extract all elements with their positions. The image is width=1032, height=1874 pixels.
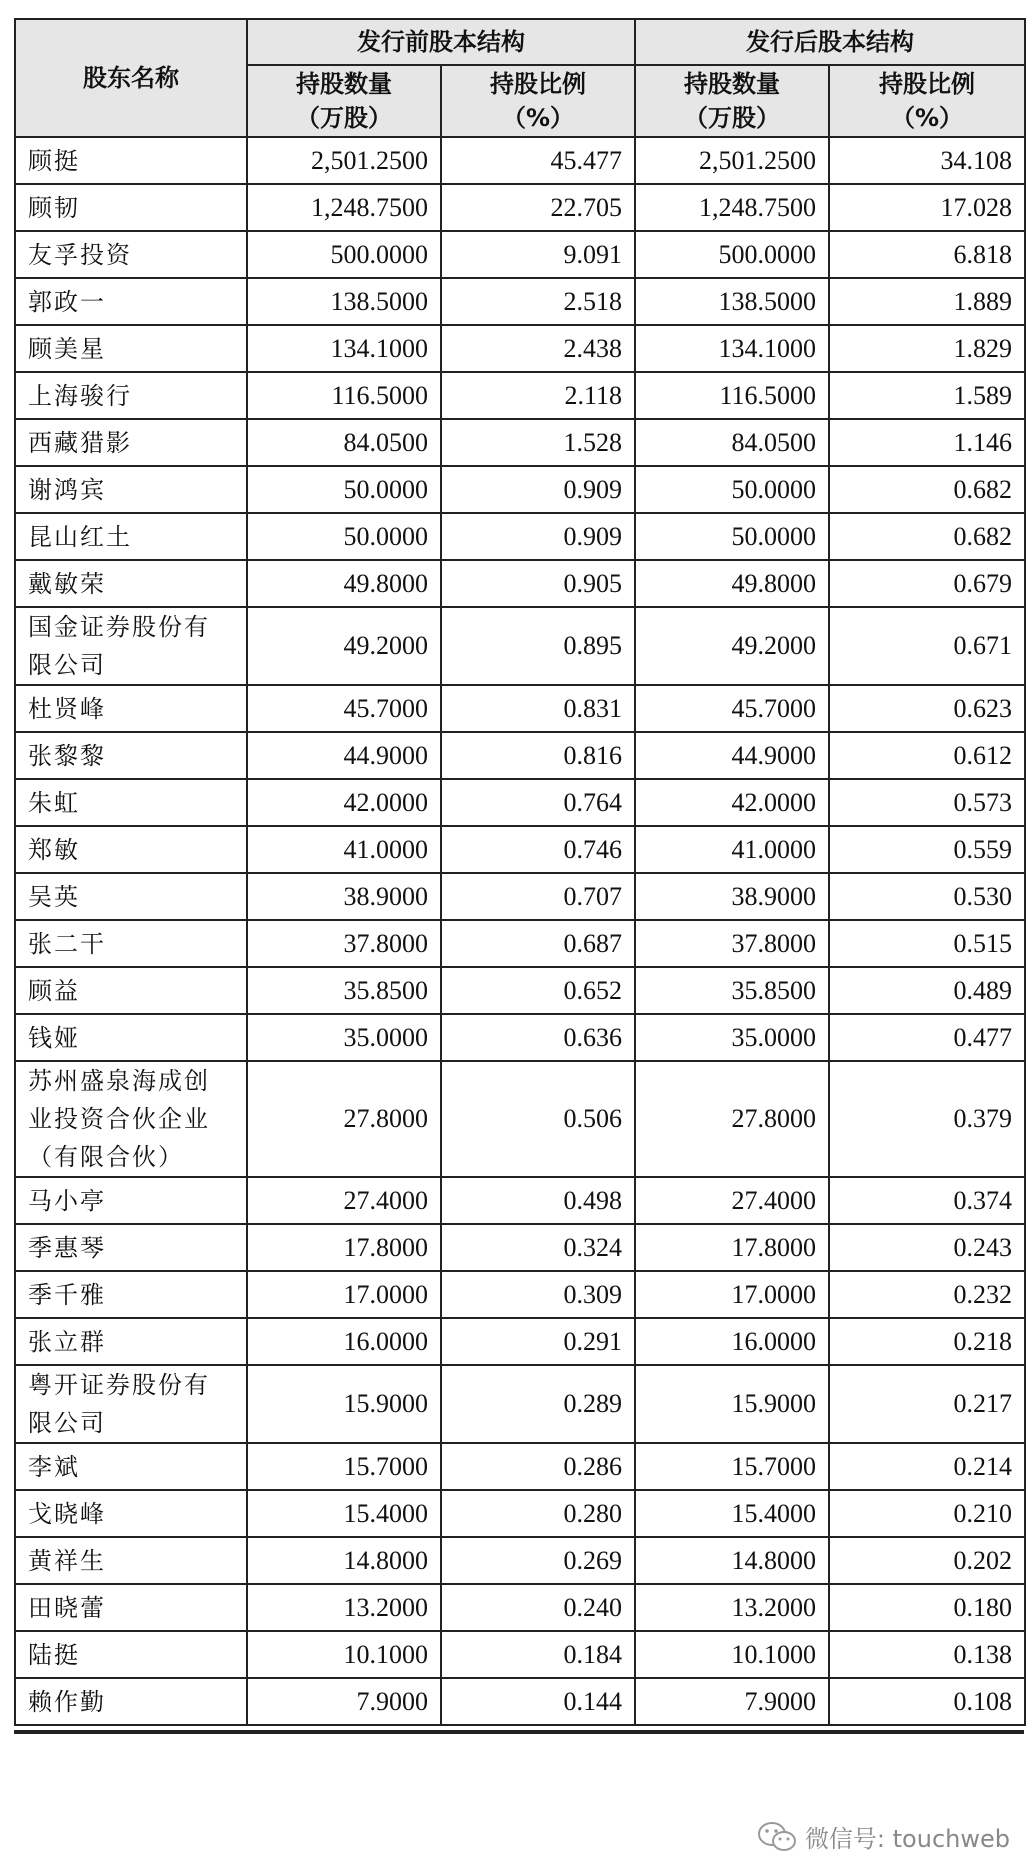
cell-shareholder-name: 季惠琴 — [15, 1224, 247, 1271]
cell-after-qty: 44.9000 — [635, 732, 829, 779]
cell-after-qty: 17.8000 — [635, 1224, 829, 1271]
cell-before-qty: 13.2000 — [247, 1584, 441, 1631]
cell-before-qty: 116.5000 — [247, 372, 441, 419]
cell-before-pct: 0.289 — [441, 1365, 635, 1443]
cell-shareholder-name: 郭政一 — [15, 278, 247, 325]
cell-after-qty: 14.8000 — [635, 1537, 829, 1584]
table-row — [15, 325, 1025, 372]
table-row — [15, 1678, 1025, 1725]
cell-after-qty: 49.2000 — [635, 607, 829, 685]
cell-before-qty: 41.0000 — [247, 826, 441, 873]
cell-after-pct: 1.146 — [829, 419, 1025, 466]
cell-before-qty: 50.0000 — [247, 513, 441, 560]
cell-before-pct: 2.438 — [441, 325, 635, 372]
header-qty-label: 持股数量 — [296, 70, 392, 98]
cell-before-pct: 0.291 — [441, 1318, 635, 1365]
cell-shareholder-name: 陆挺 — [15, 1631, 247, 1678]
cell-after-pct: 0.679 — [829, 560, 1025, 607]
cell-before-qty: 44.9000 — [247, 732, 441, 779]
table-row — [15, 466, 1025, 513]
header-before-issuance: 发行前股本结构 — [247, 19, 635, 65]
cell-shareholder-name: 季千雅 — [15, 1271, 247, 1318]
watermark-text: 微信号: touchweb — [804, 1825, 1010, 1853]
cell-before-pct: 0.506 — [441, 1061, 635, 1177]
cell-after-pct: 0.217 — [829, 1365, 1025, 1443]
header-before-pct — [441, 65, 635, 137]
cell-shareholder-name: 顾美星 — [15, 325, 247, 372]
cell-after-pct: 0.202 — [829, 1537, 1025, 1584]
cell-before-qty: 17.0000 — [247, 1271, 441, 1318]
cell-before-qty: 138.5000 — [247, 278, 441, 325]
cell-shareholder-name: 粤开证券股份有限公司 — [15, 1365, 247, 1443]
header-qty-label: 持股数量 — [684, 70, 780, 98]
cell-shareholder-name: 苏州盛泉海成创业投资合伙企业（有限合伙） — [15, 1061, 247, 1177]
cell-after-qty: 15.9000 — [635, 1365, 829, 1443]
header-shareholder-name: 股东名称 — [15, 19, 247, 137]
cell-after-pct: 0.573 — [829, 779, 1025, 826]
cell-after-qty: 10.1000 — [635, 1631, 829, 1678]
cell-after-qty: 50.0000 — [635, 466, 829, 513]
cell-after-qty: 35.8500 — [635, 967, 829, 1014]
cell-after-pct: 0.108 — [829, 1678, 1025, 1725]
header-before-qty — [247, 65, 441, 137]
table-row — [15, 278, 1025, 325]
cell-after-qty: 15.4000 — [635, 1490, 829, 1537]
header-qty-unit: （万股） — [684, 104, 780, 132]
cell-shareholder-name: 吴英 — [15, 873, 247, 920]
cell-after-pct: 0.530 — [829, 873, 1025, 920]
cell-after-pct: 0.232 — [829, 1271, 1025, 1318]
table-row — [15, 779, 1025, 826]
table-row — [15, 1443, 1025, 1490]
table-row — [15, 873, 1025, 920]
cell-before-pct: 0.652 — [441, 967, 635, 1014]
cell-after-qty: 27.4000 — [635, 1177, 829, 1224]
cell-shareholder-name: 杜贤峰 — [15, 685, 247, 732]
cell-after-pct: 17.028 — [829, 184, 1025, 231]
cell-before-qty: 500.0000 — [247, 231, 441, 278]
cell-shareholder-name: 谢鸿宾 — [15, 466, 247, 513]
cell-after-pct: 0.214 — [829, 1443, 1025, 1490]
header-qty-unit: （万股） — [296, 104, 392, 132]
cell-after-qty: 116.5000 — [635, 372, 829, 419]
cell-before-pct: 0.309 — [441, 1271, 635, 1318]
cell-after-pct: 0.559 — [829, 826, 1025, 873]
cell-after-qty: 1,248.7500 — [635, 184, 829, 231]
cell-before-pct: 2.118 — [441, 372, 635, 419]
table-row — [15, 607, 1025, 685]
cell-before-qty: 45.7000 — [247, 685, 441, 732]
cell-before-pct: 22.705 — [441, 184, 635, 231]
cell-before-pct: 0.895 — [441, 607, 635, 685]
header-pct-unit: （%） — [890, 104, 964, 132]
cell-before-pct: 0.144 — [441, 1678, 635, 1725]
shareholder-table-container — [14, 18, 1024, 1726]
cell-before-pct: 0.269 — [441, 1537, 635, 1584]
cell-before-pct: 0.831 — [441, 685, 635, 732]
cell-after-qty: 41.0000 — [635, 826, 829, 873]
cell-before-qty: 84.0500 — [247, 419, 441, 466]
table-row — [15, 513, 1025, 560]
table-row — [15, 1224, 1025, 1271]
cell-after-qty: 15.7000 — [635, 1443, 829, 1490]
cell-shareholder-name: 黄祥生 — [15, 1537, 247, 1584]
table-row — [15, 1271, 1025, 1318]
table-row — [15, 372, 1025, 419]
cell-before-qty: 15.4000 — [247, 1490, 441, 1537]
table-row — [15, 1631, 1025, 1678]
cell-after-qty: 13.2000 — [635, 1584, 829, 1631]
cell-after-pct: 0.210 — [829, 1490, 1025, 1537]
table-row — [15, 920, 1025, 967]
cell-after-qty: 35.0000 — [635, 1014, 829, 1061]
cell-before-pct: 0.636 — [441, 1014, 635, 1061]
cell-after-qty: 45.7000 — [635, 685, 829, 732]
cell-shareholder-name: 顾韧 — [15, 184, 247, 231]
table-row — [15, 1014, 1025, 1061]
table-row — [15, 1584, 1025, 1631]
cell-after-qty: 42.0000 — [635, 779, 829, 826]
cell-after-pct: 0.489 — [829, 967, 1025, 1014]
cell-before-pct: 9.091 — [441, 231, 635, 278]
cell-before-qty: 2,501.2500 — [247, 137, 441, 184]
table-row — [15, 1365, 1025, 1443]
header-pct-label: 持股比例 — [879, 70, 975, 98]
cell-before-qty: 38.9000 — [247, 873, 441, 920]
cell-shareholder-name: 朱虹 — [15, 779, 247, 826]
header-after-issuance: 发行后股本结构 — [635, 19, 1025, 65]
cell-before-pct: 0.764 — [441, 779, 635, 826]
cell-after-qty: 134.1000 — [635, 325, 829, 372]
cell-shareholder-name: 张二干 — [15, 920, 247, 967]
cell-before-pct: 0.687 — [441, 920, 635, 967]
cell-after-qty: 7.9000 — [635, 1678, 829, 1725]
cell-before-qty: 27.8000 — [247, 1061, 441, 1177]
cell-after-qty: 16.0000 — [635, 1318, 829, 1365]
cell-before-pct: 0.280 — [441, 1490, 635, 1537]
cell-before-pct: 0.816 — [441, 732, 635, 779]
cell-after-qty: 138.5000 — [635, 278, 829, 325]
cell-after-pct: 0.218 — [829, 1318, 1025, 1365]
cell-after-pct: 34.108 — [829, 137, 1025, 184]
cell-before-pct: 0.324 — [441, 1224, 635, 1271]
cell-after-pct: 1.589 — [829, 372, 1025, 419]
cell-before-qty: 49.8000 — [247, 560, 441, 607]
cell-after-qty: 17.0000 — [635, 1271, 829, 1318]
cell-shareholder-name: 郑敏 — [15, 826, 247, 873]
cell-before-qty: 15.9000 — [247, 1365, 441, 1443]
cell-after-pct: 0.671 — [829, 607, 1025, 685]
header-pct-unit: （%） — [501, 104, 575, 132]
table-row — [15, 1318, 1025, 1365]
wechat-icon — [757, 1820, 797, 1854]
cell-before-pct: 0.905 — [441, 560, 635, 607]
cell-shareholder-name: 赖作勤 — [15, 1678, 247, 1725]
cell-shareholder-name: 戴敏荣 — [15, 560, 247, 607]
cell-after-qty: 500.0000 — [635, 231, 829, 278]
cell-after-pct: 0.138 — [829, 1631, 1025, 1678]
cell-shareholder-name: 国金证券股份有限公司 — [15, 607, 247, 685]
table-row — [15, 1490, 1025, 1537]
table-row — [15, 1061, 1025, 1177]
cell-shareholder-name: 李斌 — [15, 1443, 247, 1490]
cell-before-qty: 14.8000 — [247, 1537, 441, 1584]
cell-shareholder-name: 昆山红土 — [15, 513, 247, 560]
cell-after-pct: 1.829 — [829, 325, 1025, 372]
table-row — [15, 826, 1025, 873]
cell-before-pct: 0.286 — [441, 1443, 635, 1490]
cell-before-pct: 0.184 — [441, 1631, 635, 1678]
cell-after-pct: 1.889 — [829, 278, 1025, 325]
cell-after-pct: 0.682 — [829, 466, 1025, 513]
cell-after-pct: 0.515 — [829, 920, 1025, 967]
cell-shareholder-name: 马小亭 — [15, 1177, 247, 1224]
watermark — [757, 1819, 1010, 1854]
header-after-qty — [635, 65, 829, 137]
cell-before-qty: 50.0000 — [247, 466, 441, 513]
cell-before-qty: 27.4000 — [247, 1177, 441, 1224]
cell-shareholder-name: 上海骏行 — [15, 372, 247, 419]
cell-shareholder-name: 钱娅 — [15, 1014, 247, 1061]
cell-before-pct: 0.909 — [441, 466, 635, 513]
table-body — [15, 137, 1025, 1725]
table-row — [15, 1537, 1025, 1584]
cell-shareholder-name: 戈晓峰 — [15, 1490, 247, 1537]
cell-after-qty: 49.8000 — [635, 560, 829, 607]
cell-shareholder-name: 张黎黎 — [15, 732, 247, 779]
cell-after-pct: 0.379 — [829, 1061, 1025, 1177]
cell-shareholder-name: 西藏猎影 — [15, 419, 247, 466]
cell-before-qty: 1,248.7500 — [247, 184, 441, 231]
cell-shareholder-name: 顾挺 — [15, 137, 247, 184]
cell-before-pct: 1.528 — [441, 419, 635, 466]
cell-before-pct: 0.498 — [441, 1177, 635, 1224]
cell-shareholder-name: 张立群 — [15, 1318, 247, 1365]
cell-before-qty: 7.9000 — [247, 1678, 441, 1725]
cell-after-pct: 6.818 — [829, 231, 1025, 278]
table-row — [15, 560, 1025, 607]
cell-after-pct: 0.682 — [829, 513, 1025, 560]
cell-after-pct: 0.374 — [829, 1177, 1025, 1224]
cell-before-pct: 0.707 — [441, 873, 635, 920]
table-row — [15, 685, 1025, 732]
cell-shareholder-name: 顾益 — [15, 967, 247, 1014]
cell-before-pct: 0.746 — [441, 826, 635, 873]
cell-after-qty: 27.8000 — [635, 1061, 829, 1177]
cell-before-qty: 35.8500 — [247, 967, 441, 1014]
table-row — [15, 419, 1025, 466]
table-row — [15, 231, 1025, 278]
table-row — [15, 732, 1025, 779]
cell-before-pct: 45.477 — [441, 137, 635, 184]
cell-before-qty: 15.7000 — [247, 1443, 441, 1490]
cell-after-pct: 0.243 — [829, 1224, 1025, 1271]
cell-before-qty: 134.1000 — [247, 325, 441, 372]
table-row — [15, 1177, 1025, 1224]
cell-shareholder-name: 田晓蕾 — [15, 1584, 247, 1631]
cell-before-pct: 0.240 — [441, 1584, 635, 1631]
cell-before-qty: 16.0000 — [247, 1318, 441, 1365]
cell-after-qty: 38.9000 — [635, 873, 829, 920]
shareholder-structure-table — [14, 18, 1026, 1726]
cell-before-qty: 42.0000 — [247, 779, 441, 826]
cell-after-pct: 0.180 — [829, 1584, 1025, 1631]
cell-after-qty: 37.8000 — [635, 920, 829, 967]
cell-after-qty: 2,501.2500 — [635, 137, 829, 184]
cell-after-pct: 0.623 — [829, 685, 1025, 732]
cell-before-qty: 49.2000 — [247, 607, 441, 685]
cell-shareholder-name: 友孚投资 — [15, 231, 247, 278]
table-bottom-rule — [14, 1730, 1024, 1734]
table-header — [15, 19, 1025, 137]
table-row — [15, 967, 1025, 1014]
cell-before-qty: 17.8000 — [247, 1224, 441, 1271]
cell-after-pct: 0.612 — [829, 732, 1025, 779]
table-row — [15, 184, 1025, 231]
cell-before-qty: 10.1000 — [247, 1631, 441, 1678]
header-after-pct — [829, 65, 1025, 137]
cell-before-qty: 37.8000 — [247, 920, 441, 967]
cell-after-qty: 50.0000 — [635, 513, 829, 560]
cell-before-qty: 35.0000 — [247, 1014, 441, 1061]
table-row — [15, 137, 1025, 184]
cell-before-pct: 2.518 — [441, 278, 635, 325]
header-pct-label: 持股比例 — [490, 70, 586, 98]
cell-after-pct: 0.477 — [829, 1014, 1025, 1061]
cell-after-qty: 84.0500 — [635, 419, 829, 466]
cell-before-pct: 0.909 — [441, 513, 635, 560]
